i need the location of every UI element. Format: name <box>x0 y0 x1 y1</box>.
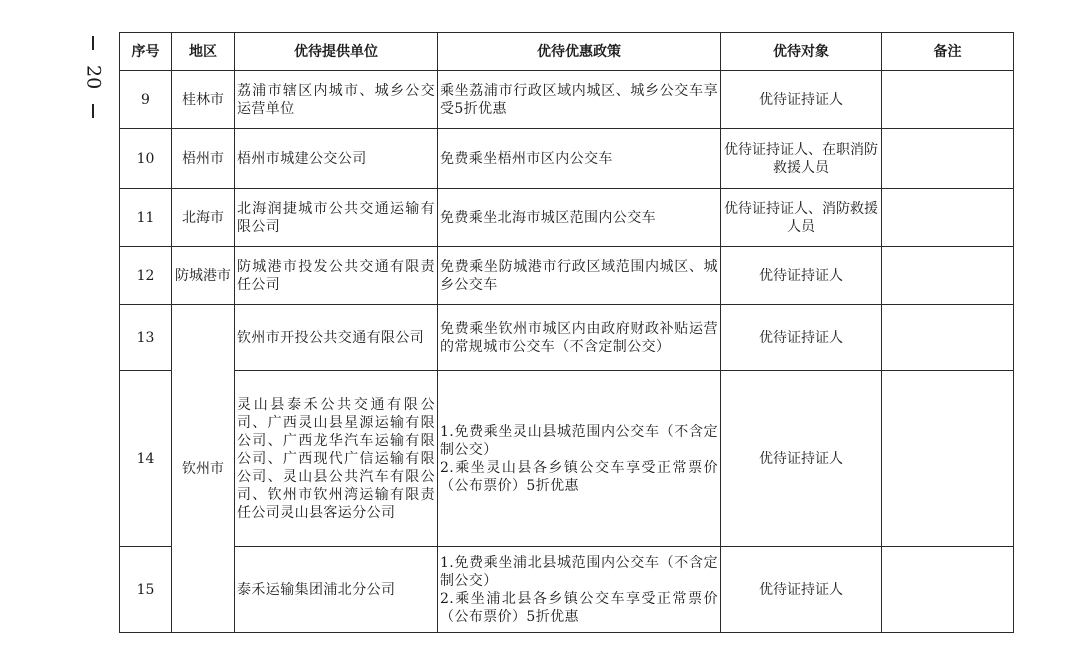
cell-policy: 免费乘坐钦州市城区内由政府财政补贴运营的常规城市公交车（不含定制公交） <box>438 305 721 371</box>
header-target: 优待对象 <box>721 33 882 71</box>
header-row <box>120 33 1014 71</box>
cell-seq: 12 <box>120 247 172 305</box>
cell-policy: 免费乘坐梧州市区内公交车 <box>438 129 721 189</box>
cell-target: 优待证持证人、消防救援人员 <box>721 189 882 247</box>
header-seq: 序号 <box>120 33 172 71</box>
cell-region: 北海市 <box>172 189 235 247</box>
cell-target: 优待证持证人、在职消防救援人员 <box>721 129 882 189</box>
cell-provider: 梧州市城建公交公司 <box>235 129 438 189</box>
cell-region: 桂林市 <box>172 71 235 129</box>
table-row <box>120 71 1014 129</box>
cell-remark <box>882 371 1014 547</box>
cell-target: 优待证持证人 <box>721 305 882 371</box>
header-remark: 备注 <box>882 33 1014 71</box>
cell-remark <box>882 71 1014 129</box>
cell-region: 防城港市 <box>172 247 235 305</box>
cell-seq: 10 <box>120 129 172 189</box>
cell-provider: 防城港市投发公共交通有限责任公司 <box>235 247 438 305</box>
page-number-text: 20 <box>82 64 105 90</box>
page-number-dash-bottom <box>92 104 94 118</box>
policy-line: 1.免费乘坐浦北县城范围内公交车（不含定制公交） <box>440 554 718 589</box>
header-region: 地区 <box>172 33 235 71</box>
header-policy: 优待优惠政策 <box>438 33 721 71</box>
cell-target: 优待证持证人 <box>721 547 882 633</box>
cell-remark <box>882 547 1014 633</box>
cell-policy: 免费乘坐防城港市行政区域范围内城区、城乡公交车 <box>438 247 721 305</box>
cell-provider: 灵山县泰禾公共交通有限公司、广西灵山县星源运输有限公司、广西龙华汽车运输有限公司、广西现代广信运输有限公司、灵山县公共汽车有限公司、钦州市钦州湾运输有限责任公司灵山县客运分公司 <box>235 371 438 547</box>
page-number <box>80 36 106 118</box>
table-row <box>120 305 1014 371</box>
cell-remark <box>882 189 1014 247</box>
header-provider: 优待提供单位 <box>235 33 438 71</box>
cell-seq: 13 <box>120 305 172 371</box>
cell-target: 优待证持证人 <box>721 247 882 305</box>
cell-provider: 北海润捷城市公共交通运输有限公司 <box>235 189 438 247</box>
table-row <box>120 189 1014 247</box>
cell-seq: 9 <box>120 71 172 129</box>
cell-seq: 11 <box>120 189 172 247</box>
cell-provider: 钦州市开投公共交通有限公司 <box>235 305 438 371</box>
cell-seq: 14 <box>120 371 172 547</box>
cell-region-merged: 钦州市 <box>172 305 235 633</box>
table-row <box>120 547 1014 633</box>
cell-provider: 荔浦市辖区内城市、城乡公交运营单位 <box>235 71 438 129</box>
table-row <box>120 371 1014 547</box>
cell-remark <box>882 247 1014 305</box>
cell-target: 优待证持证人 <box>721 371 882 547</box>
cell-region: 梧州市 <box>172 129 235 189</box>
cell-policy: 免费乘坐北海市城区范围内公交车 <box>438 189 721 247</box>
cell-seq: 15 <box>120 547 172 633</box>
cell-policy: 乘坐荔浦市行政区域内城区、城乡公交车享受5折优惠 <box>438 71 721 129</box>
cell-policy <box>438 371 721 547</box>
preferential-policy-table <box>119 32 1014 633</box>
cell-policy <box>438 547 721 633</box>
table-row <box>120 129 1014 189</box>
page-number-dash-top <box>92 36 94 50</box>
cell-remark <box>882 305 1014 371</box>
table-row <box>120 247 1014 305</box>
policy-line: 2.乘坐灵山县各乡镇公交车享受正常票价（公布票价）5折优惠 <box>440 459 718 494</box>
policy-line: 2.乘坐浦北县各乡镇公交车享受正常票价（公布票价）5折优惠 <box>440 590 718 625</box>
cell-provider: 泰禾运输集团浦北分公司 <box>235 547 438 633</box>
cell-remark <box>882 129 1014 189</box>
policy-line: 1.免费乘坐灵山县城范围内公交车（不含定制公交） <box>440 423 718 458</box>
cell-target: 优待证持证人 <box>721 71 882 129</box>
